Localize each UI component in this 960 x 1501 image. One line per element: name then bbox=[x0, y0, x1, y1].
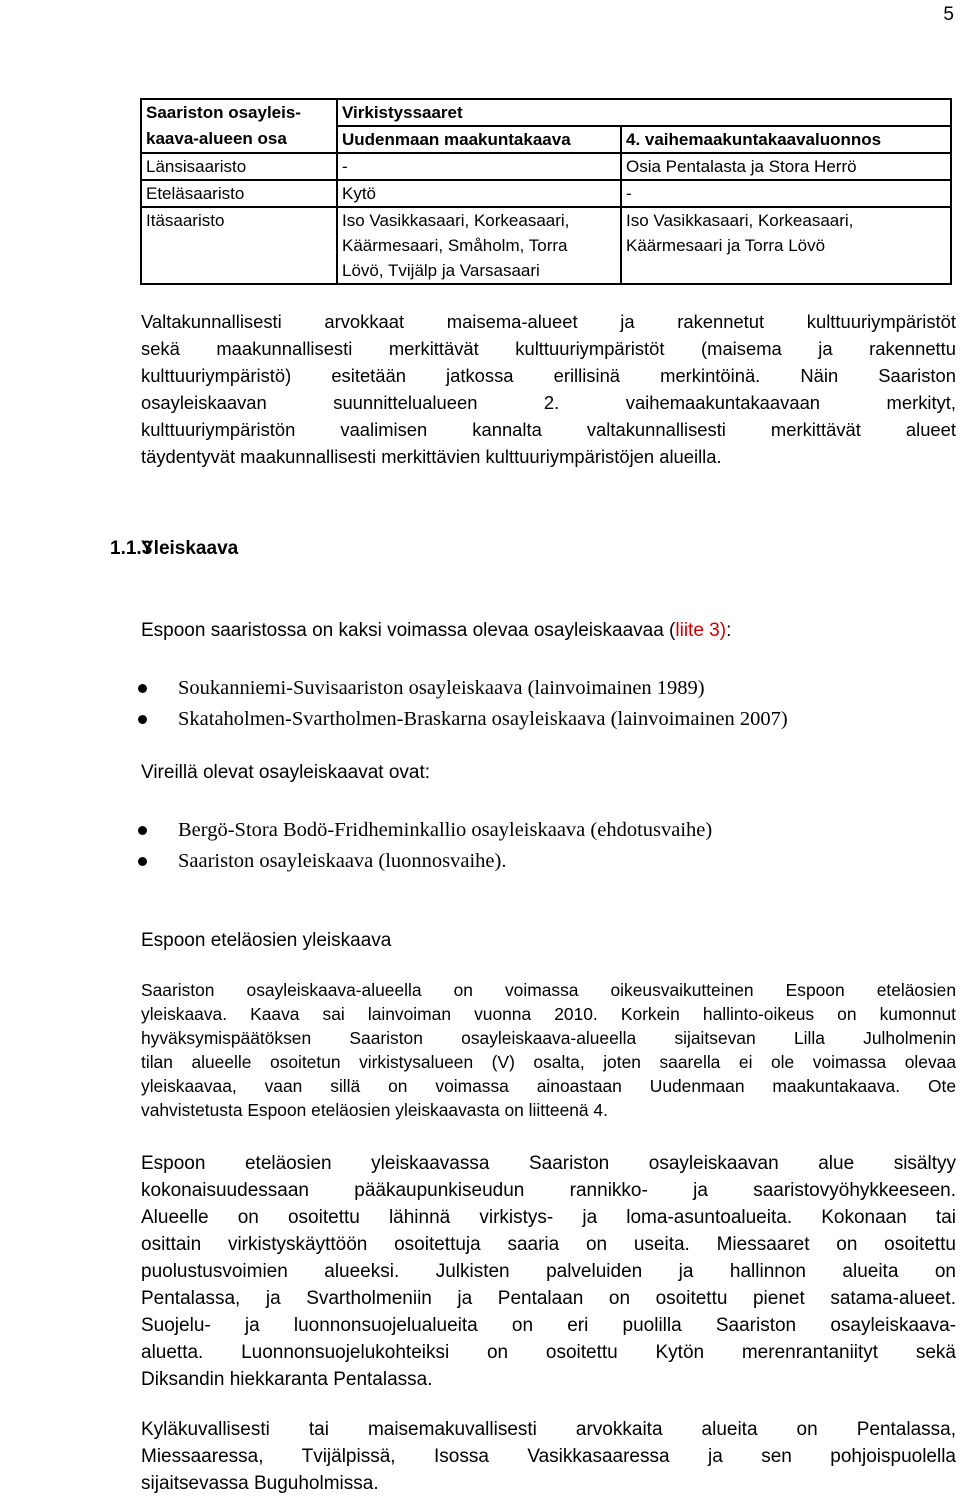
regional-value-line: Iso Vasikkasaari, Korkeasaari, bbox=[342, 211, 570, 230]
section-number: 1.1.3 bbox=[110, 538, 153, 559]
paragraph-line: tilan alueelle osoitetun virkistysalueen (V) osalta, joten saarella ei ole voimassa olevaa bbox=[141, 1052, 956, 1072]
header-area-line-1: Saariston osayleis- bbox=[146, 103, 301, 122]
south-plan-paragraph bbox=[141, 978, 956, 1122]
south-plan-heading: Espoon eteläosien yleiskaava bbox=[141, 930, 392, 951]
header-group-cell bbox=[337, 99, 951, 126]
paragraph-line: kokonaisuudessaan pääkaupunkiseudun rannikko- ja saaristovyöhykkeeseen. bbox=[141, 1180, 956, 1201]
paragraph-line: Valtakunnallisesti arvokkaat maisema-alueet ja rakennetut kulttuuriympäristöt bbox=[141, 311, 956, 332]
header-area-cell-2 bbox=[141, 126, 337, 153]
paragraph-line: täydentyvät maakunnallisesti merkittävien kulttuuriympäristöjen alueilla. bbox=[141, 446, 722, 467]
paragraph-line: Pentalassa, ja Svartholmeniin ja Pentalaan on osoitettu pienet satama-alueet. bbox=[141, 1288, 956, 1309]
bullet-icon bbox=[138, 857, 147, 866]
appendix-link[interactable]: liite 3) bbox=[675, 620, 727, 641]
paragraph-line: Espoon eteläosien yleiskaavassa Saariston osayleiskaavan alue sisältyy bbox=[141, 1153, 956, 1174]
area-name: Länsisaaristo bbox=[146, 157, 247, 176]
draft-cell bbox=[621, 207, 951, 284]
regional-value-line: Käärmesaari, Småholm, Torra bbox=[342, 236, 568, 255]
table-header-row-2 bbox=[141, 126, 951, 153]
list-item-text: Skataholmen-Svartholmen-Braskarna osayleiskaava (lainvoimainen 2007) bbox=[178, 708, 788, 730]
intro-line bbox=[141, 620, 956, 642]
draft-value: Osia Pentalasta ja Stora Herrö bbox=[626, 157, 857, 176]
paragraph-line: osayleiskaavan suunnittelualueen 2. vaihemaakuntakaavaan merkityt, bbox=[141, 392, 956, 413]
area-name: Itäsaaristo bbox=[146, 211, 225, 230]
paragraph-line: sekä maakunnallisesti merkittävät kulttuuriympäristöt (maisema ja rakennettu bbox=[141, 338, 956, 359]
list-item-text: Bergö-Stora Bodö-Fridheminkallio osayleiskaava (ehdotusvaihe) bbox=[178, 819, 713, 841]
regional-cell bbox=[337, 207, 621, 284]
paragraph-line: hyväksymispäätöksen Saariston osayleiskaava-alueella sijaitsevan Lilla Julholmenin bbox=[141, 1028, 956, 1048]
draft-cell bbox=[621, 153, 951, 180]
draft-value-line: Käärmesaari ja Torra Lövö bbox=[626, 236, 826, 255]
header-draft-cell bbox=[621, 126, 951, 153]
list-item-text: Saariston osayleiskaava (luonnosvaihe). bbox=[178, 850, 507, 872]
village-landscape-paragraph bbox=[141, 1416, 956, 1497]
paragraph-line: sijaitsevassa Buguholmissa. bbox=[141, 1473, 379, 1494]
paragraph-line: puolustusvoimien alueeksi. Julkisten palveluiden ja hallinnon alueita on bbox=[141, 1261, 956, 1282]
area-name: Eteläsaaristo bbox=[146, 184, 245, 203]
bullet-icon bbox=[138, 684, 147, 693]
table-row bbox=[141, 180, 951, 207]
header-draft-label: 4. vaihemaakuntakaavaluonnos bbox=[626, 130, 882, 149]
page-number: 5 bbox=[943, 4, 954, 25]
paragraph-line: Alueelle on osoitettu lähinnä virkistys- ja loma-asuntoalueita. Kokonaan tai bbox=[141, 1207, 956, 1228]
paragraph-line: vahvistetusta Espoon eteläosien yleiskaavasta on liitteenä 4. bbox=[141, 1100, 608, 1120]
draft-value-line: Iso Vasikkasaari, Korkeasaari, bbox=[626, 211, 854, 230]
paragraph-line: kulttuuriympäristön vaalimisen kannalta valtakunnallisesti merkittävät alueet bbox=[141, 419, 956, 440]
paragraph-line: kulttuuriympäristö) esitetään jatkossa erillisinä merkintöinä. Näin Saariston bbox=[141, 365, 956, 386]
bullet-icon bbox=[138, 715, 147, 724]
regional-cell bbox=[337, 153, 621, 180]
intro-text: Espoon saaristossa on kaksi voimassa olevaa osayleiskaavaa ( bbox=[141, 620, 676, 641]
paragraph-line: osittain virkistyskäyttöön osoitettuja saaria on useita. Miessaaret on osoitettu bbox=[141, 1234, 956, 1255]
paragraph-line: Suojelu- ja luonnonsuojelualueita on eri puolilla Saariston osayleiskaava- bbox=[141, 1315, 956, 1336]
paragraph-line: yleiskaava. Kaava sai lainvoiman vuonna 2010. Korkein hallinto-oikeus on kumonnut bbox=[141, 1004, 956, 1024]
table-row bbox=[141, 153, 951, 180]
draft-value: - bbox=[626, 184, 632, 203]
paragraph-line: yleiskaavaa, vaan sillä on voimassa ainoastaan Uudenmaan maakuntakaava. Ote bbox=[141, 1076, 956, 1096]
paragraph-line: aluetta. Luonnonsuojelukohteiksi on osoitettu Kytön merenrantaniityt sekä bbox=[141, 1342, 956, 1363]
draft-cell bbox=[621, 180, 951, 207]
header-group-label: Virkistyssaaret bbox=[342, 103, 463, 122]
regional-cell bbox=[337, 180, 621, 207]
area-cell bbox=[141, 153, 337, 180]
pending-heading: Vireillä olevat osayleiskaavat ovat: bbox=[141, 762, 431, 783]
intro-tail: : bbox=[726, 620, 732, 641]
landscape-paragraph bbox=[141, 308, 956, 470]
area-cell bbox=[141, 207, 337, 284]
paragraph-line: Miessaaressa, Tvijälpissä, Isossa Vasikkasaaressa ja sen pohjoispuolella bbox=[141, 1446, 956, 1467]
paragraph-line: Kyläkuvallisesti tai maisemakuvallisesti arvokkaita alueita on Pentalassa, bbox=[141, 1419, 956, 1440]
list-item-text: Soukanniemi-Suvisaariston osayleiskaava (lainvoimainen 1989) bbox=[178, 677, 705, 699]
area-cell bbox=[141, 180, 337, 207]
recreation-islands-table bbox=[140, 98, 952, 285]
header-regional-cell bbox=[337, 126, 621, 153]
paragraph-line: Diksandin hiekkaranta Pentalassa. bbox=[141, 1369, 433, 1390]
section-title: Yleiskaava bbox=[141, 538, 239, 559]
header-area-line-2: kaava-alueen osa bbox=[146, 129, 287, 148]
regional-value: Kytö bbox=[342, 184, 377, 203]
table-header-row-1 bbox=[141, 99, 951, 126]
south-plan-content-paragraph bbox=[141, 1150, 956, 1393]
table-row bbox=[141, 207, 951, 284]
header-area-cell bbox=[141, 99, 337, 126]
bullet-icon bbox=[138, 826, 147, 835]
paragraph-line: Saariston osayleiskaava-alueella on voimassa oikeusvaikutteinen Espoon eteläosien bbox=[141, 980, 956, 1000]
regional-value: - bbox=[342, 157, 348, 176]
header-regional-label: Uudenmaan maakuntakaava bbox=[342, 130, 571, 149]
regional-value-line: Lövö, Tvijälp ja Varsasaari bbox=[342, 261, 540, 280]
